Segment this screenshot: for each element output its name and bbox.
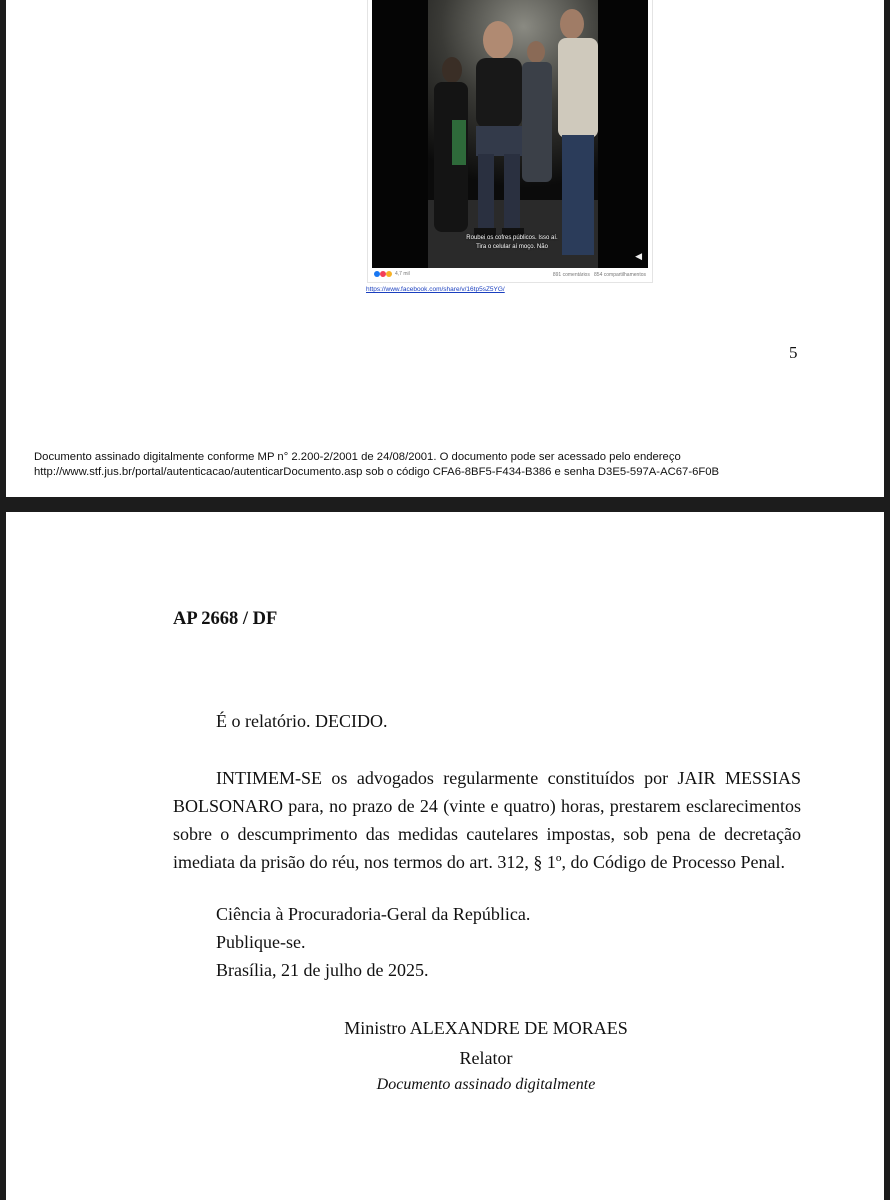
footer-line-2: http://www.stf.jus.br/portal/autenticacao/autenticarDocumento.asp sob o código CFA6-8BF5-F434-B386 e senha D3E5-597A-AC67-6F0B (34, 465, 720, 478)
engagement-stats (553, 272, 646, 278)
footer-line-1: Documento assinado digitalmente conforme MP n° 2.200-2/2001 de 24/08/2001. O documento pode ser acessado pelo endereço (34, 451, 681, 463)
document-page-5 (6, 0, 884, 497)
sound-icon[interactable]: ◀ (635, 252, 642, 262)
comments-count[interactable]: 891 comentários (552, 272, 590, 278)
case-identifier: AP 2668 / DF (173, 609, 278, 629)
ciencia-line: Ciência à Procuradoria-Geral da República. (216, 904, 531, 924)
relatorio-paragraph: É o relatório. DECIDO. (216, 711, 388, 731)
video-caption: Roubei os cofres públicos. Isso aí. Tira o celular aí moço. Não (466, 235, 558, 250)
haha-icon (386, 271, 392, 277)
facebook-engagement-bar (372, 269, 648, 281)
authentication-footer (34, 450, 719, 479)
video-frame[interactable] (372, 0, 648, 268)
signatory-role: Relator (459, 1048, 513, 1068)
facebook-video-embed[interactable] (368, 0, 652, 282)
shares-count[interactable]: 854 compartilhamentos (594, 272, 646, 278)
intimation-paragraph: INTIMEM-SE os advogados regularmente constituídos por JAIR MESSIAS BOLSONARO para, no prazo de 24 (vinte e quatro) horas, prestarem esclarecimentos sobre o descumprimento das medidas cautelares impostas, sob pena de decretação imediata da prisão do réu, nos termos do art. 312, § 1º, do Código de Processo Penal. (173, 768, 801, 872)
digital-signature-note: Documento assinado digitalmente (376, 1076, 596, 1093)
reactions[interactable] (374, 271, 410, 277)
page-number: 5 (789, 343, 798, 362)
document-page-decision (6, 512, 884, 1200)
video-scene-image (372, 0, 648, 268)
publique-line: Publique-se. (216, 932, 306, 952)
signatory-name: Ministro ALEXANDRE DE MORAES (344, 1018, 628, 1038)
reactions-count: 4,7 mil (395, 271, 410, 277)
facebook-share-link[interactable]: https://www.facebook.com/share/v/16tp5sZ5YG/ (366, 286, 505, 293)
date-line: Brasília, 21 de julho de 2025. (216, 960, 429, 980)
